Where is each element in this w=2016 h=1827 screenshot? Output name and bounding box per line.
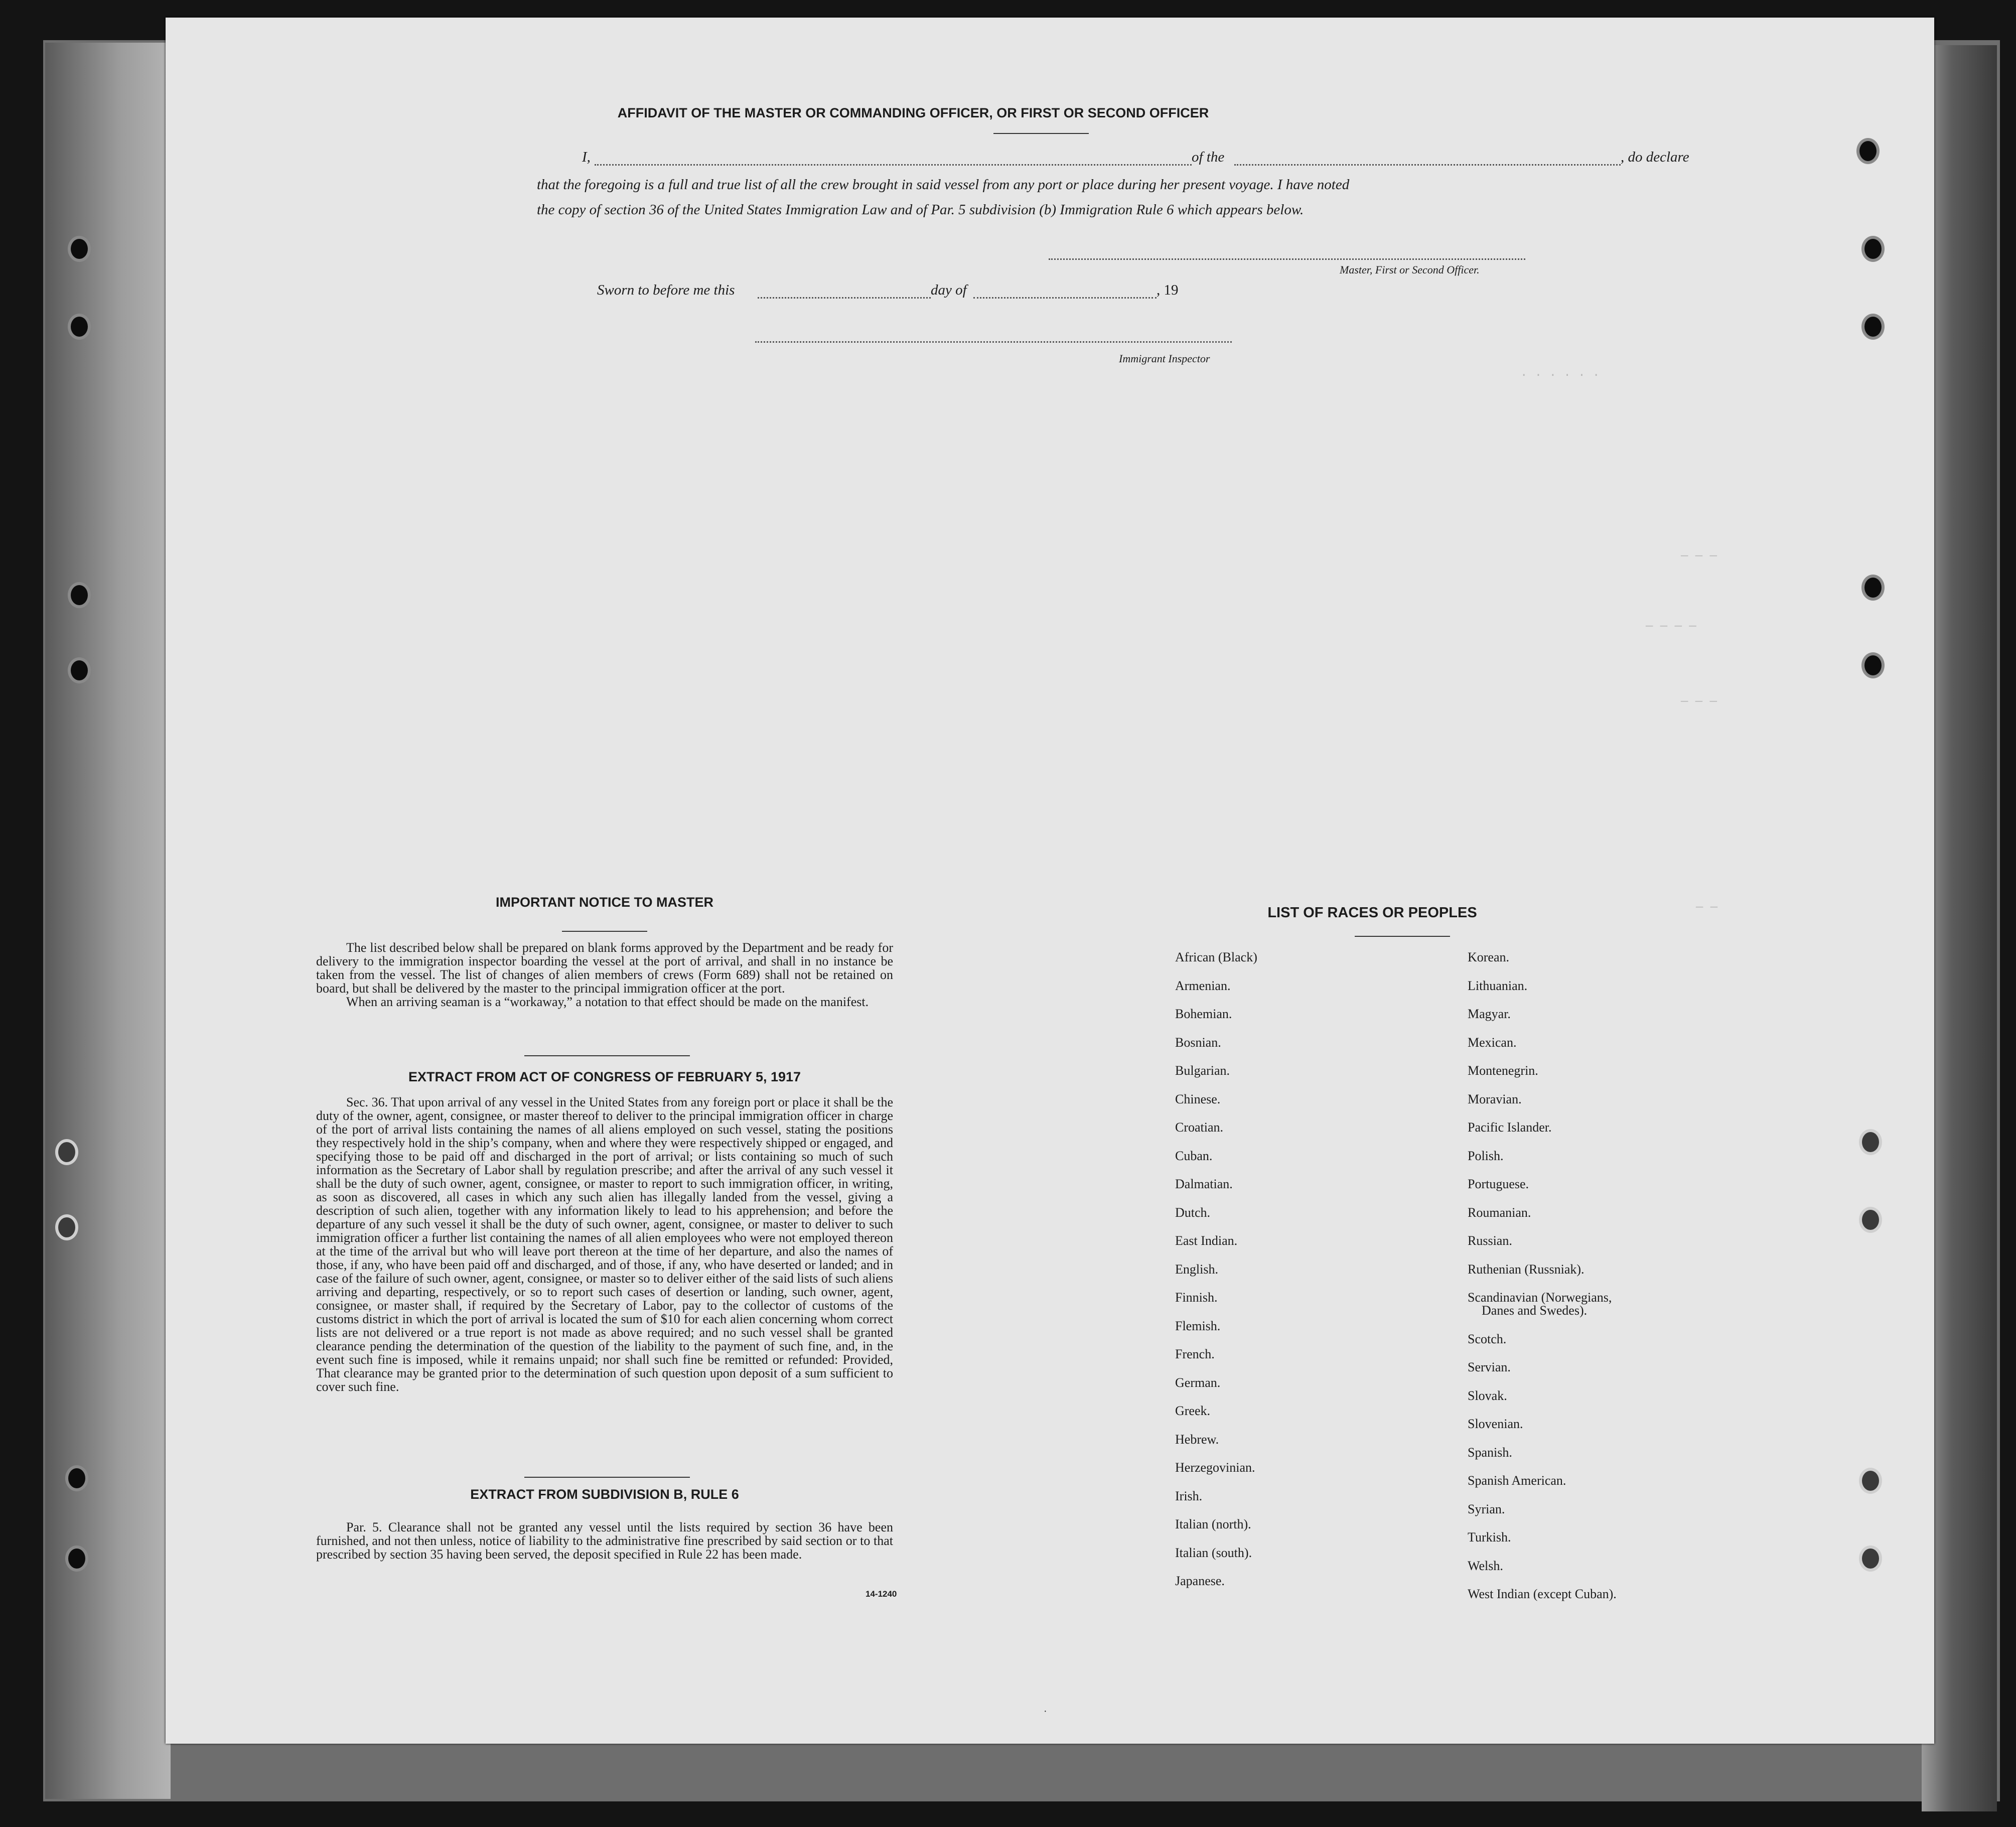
notice-title: IMPORTANT NOTICE TO MASTER — [496, 895, 713, 910]
race-entry: Pacific Islander. — [1468, 1120, 1552, 1135]
race-entry: Herzegovinian. — [1175, 1460, 1255, 1475]
binder-hole — [1859, 1207, 1882, 1233]
inspector-caption: Immigrant Inspector — [1119, 352, 1210, 365]
affidavit-line1-start: I, — [582, 149, 591, 165]
manifest-page: · · · · · · — — — — — — — — — — — — AFFIDAVIT OF THE MASTER OR COMMANDING OFFICER, OR FIRST OR SECOND OFFICER I, of the , do declare that the foregoing is a full and true list of all the crew brought in said vessel from any port or place during her present voyage. I have noted the copy of section 36 of the United States Immigration Law and of Par. 5 subdivision (b) Immigration Rule 6 which appears below. Master, First or Second Officer. Sworn to before me this day of , 19 Immigrant Inspector IMPORTANT NOTICE TO MASTER The list described below shall be prepared on blank forms approved by the Department and be ready for delivery to the immigration inspector boarding the vessel at the port of arrival, and shall in no instance be taken from the vessel. The list of changes of alien members of crews (Form 689) shall not be retained on board, but shall be delivered by the master to the principal immigration officer at the port. When an arriving seaman is a “workaway,” a notation to that effect should be made on the manifest. EXTRACT FROM ACT OF CONGRESS OF FEBRUARY 5, 1917 Sec. 36. That upon arrival of any vessel in the United States from any foreign port or place it shall be the duty of the owner, agent, consignee, or master thereof to deliver to the principal immigration officer in charge of the port of arrival lists containing the names of all aliens employed on such vessel, stating the positions they respectively hold in the ship’s company, when and where they were respectively shipped or engaged, and specifying those to be paid off and discharged in the port of arrival; or lists containing so much of such information as the Secretary of Labor shall by regulation prescribe; and after the arrival of any such vessel it shall be the duty of such owner, agent, consignee, or master to report to such immigration officer, in writing, as soon as discovered, all cases in which any such alien has illegally landed from the vessel, giving a description of such alien, together with any information likely to lead to his apprehension; and before the departure of any such vessel it shall be the duty of such owner, agent, consignee, or master to deliver to such immigration officer a further list containing the names of all alien employees who were not employed thereon at the time of the arrival but who will leave port thereon at the time of her departure, and also the names of those, if any, who have been paid off and discharged, and of those, if any, who have deserted or landed; and in case of the failure of such owner, agent, consignee, or master so to deliver either of the said lists of such aliens arriving and departing, respectively, or so to report such cases of desertion or landing, such owner, agent, consignee, or master shall, if required by the Secretary of Labor, pay to the collector of customs of the customs district in which the port of arrival is located the sum of $10 for each alien concerning whom correct lists are not delivered or a true report is not made as above required; and no such vessel shall be granted clearance pending the determination of the question of the liability to the payment of such fine, and, in the event such fine is imposed, while it remains unpaid; nor shall such fine be remitted or refunded: Provided, That clearance may be granted prior to the determination of such question upon deposit of a sum sufficient to cover such fine. EXTRACT FROM SUBDIVISION B, RULE 6 Par. 5. Clearance shall not be granted any vessel until the lists required by section 36 have been furnished, and not then unless, notice of liability to the administrative fine prescribed by said section or to that prescribed by section 35 having been served, the deposit specified in Rule 22 has been made. 14-1240 LIST OF RACES OR PEOPLES African (Black) Armenian. Bohemian. Bosnian. Bulgarian. Chinese. Croatian. Cuban. Dalmatian. Dutch. East Indian. English. Finnish. Flemish. French. German. Greek. Hebrew. Herzegovinian. Irish. Italian (north). Italian (south). Japanese. Korean. Lithuanian. Magyar. Mexican. Montenegrin. Moravian. Pacific Islander. Polish. Portuguese. Roumanian. Russian. Ruthenian (Russniak). Scandinavian (Norwegians, Danes and Swedes). Scotch. Servian. Slovak. Slovenian. Spanish. Spanish American. Syrian. Turkish. Welsh. West Indian (except Cuban). · — [166, 18, 1934, 1744]
race-entry: Dutch. — [1175, 1205, 1211, 1220]
sworn-day-blank[interactable] — [758, 297, 931, 299]
act-title: EXTRACT FROM ACT OF CONGRESS OF FEBRUARY 5, 1917 — [408, 1069, 801, 1084]
race-entry: Hebrew. — [1175, 1432, 1219, 1447]
binder-hole — [1859, 1129, 1882, 1155]
race-entry: Scandinavian (Norwegians, — [1468, 1290, 1612, 1305]
race-entry: West Indian (except Cuban). — [1468, 1587, 1617, 1601]
race-entry: Bulgarian. — [1175, 1063, 1230, 1078]
race-entry: Magyar. — [1468, 1007, 1511, 1021]
race-entry: Spanish American. — [1468, 1473, 1566, 1488]
race-entry: Polish. — [1468, 1148, 1504, 1163]
race-entry: Scotch. — [1468, 1331, 1507, 1346]
binder-hole — [1861, 652, 1885, 678]
race-entry: Korean. — [1468, 950, 1510, 964]
races-title: LIST OF RACES OR PEOPLES — [1267, 905, 1477, 921]
race-entry: German. — [1175, 1375, 1221, 1390]
affidavit-title: AFFIDAVIT OF THE MASTER OR COMMANDING OFFICER, OR FIRST OR SECOND OFFICER — [617, 105, 1209, 120]
divider — [524, 1055, 690, 1056]
binder-hole — [68, 657, 91, 683]
affidavit-line1-end: , do declare — [1621, 149, 1689, 165]
race-entry: Mexican. — [1468, 1035, 1517, 1050]
binder-hole — [1859, 1468, 1882, 1494]
binder-hole — [1861, 575, 1885, 601]
race-entry: Bosnian. — [1175, 1035, 1221, 1050]
rule-body — [316, 1520, 893, 1561]
affidavit-line1-mid: of the — [1192, 149, 1225, 165]
race-entry: Italian (south). — [1175, 1545, 1252, 1560]
race-entry: Russian. — [1468, 1233, 1512, 1248]
race-entry: Syrian. — [1468, 1501, 1505, 1516]
race-entry: Spanish. — [1468, 1445, 1512, 1460]
binder-hole — [68, 236, 91, 262]
form-number: 14-1240 — [866, 1589, 897, 1599]
rule-title: EXTRACT FROM SUBDIVISION B, RULE 6 — [470, 1487, 739, 1502]
race-entry: French. — [1175, 1347, 1215, 1361]
race-entry: Japanese. — [1175, 1574, 1225, 1588]
vessel-blank[interactable] — [1234, 164, 1621, 166]
race-entry: Portuguese. — [1468, 1177, 1529, 1191]
notice-body — [316, 941, 893, 1009]
binder-hole — [1859, 1545, 1882, 1572]
sworn-start: Sworn to before me this — [597, 282, 735, 298]
binder-hole — [65, 1545, 88, 1572]
divider — [1355, 936, 1450, 937]
left-page-edge — [45, 43, 171, 1799]
race-entry: English. — [1175, 1261, 1218, 1277]
notice-paragraph: The list described below shall be prepared on blank forms approved by the Department and be ready for delivery to the immigration inspector boarding the vessel at the port of arrival, and shall in no instance be taken from the vessel. The list of changes of alien members of crews (Form 689) shall not be retained on board, but shall be delivered by the master to the principal immigration officer at the port. — [316, 940, 893, 996]
race-entry: Flemish. — [1175, 1318, 1221, 1333]
binder-hole — [68, 582, 91, 608]
notice-paragraph: When an arriving seaman is a “workaway,” a notation to that effect should be made on the manifest. — [346, 995, 869, 1009]
race-entry: Greek. — [1175, 1403, 1211, 1418]
binder-hole — [55, 1214, 78, 1240]
page-dot: · — [1044, 1706, 1047, 1717]
race-entry: Slovenian. — [1468, 1417, 1523, 1431]
race-entry: Montenegrin. — [1468, 1063, 1538, 1078]
name-blank[interactable] — [595, 164, 1192, 166]
binder-hole — [1856, 138, 1880, 164]
race-entry: African (Black) — [1175, 950, 1257, 964]
affidavit-line3: the copy of section 36 of the United States Immigration Law and of Par. 5 subdivision (b) Immigration Rule 6 which appears below. — [537, 202, 1304, 218]
act-body — [316, 1095, 893, 1393]
binder-hole — [55, 1139, 78, 1165]
rule-text: Par. 5. Clearance shall not be granted any vessel until the lists required by section 36 have been furnished, and not then unless, notice of liability to the administrative fine prescribed by said section or to that prescribed by section 35 having been served, the deposit specified in Rule 22 has been made. — [316, 1520, 893, 1562]
divider — [524, 1477, 690, 1478]
binder-hole — [1861, 314, 1885, 340]
race-entry: Roumanian. — [1468, 1205, 1531, 1220]
race-entry: Lithuanian. — [1468, 978, 1528, 993]
race-entry: Moravian. — [1468, 1091, 1522, 1106]
race-entry: Croatian. — [1175, 1120, 1224, 1135]
affidavit-line2: that the foregoing is a full and true list of all the crew brought in said vessel from any port or place during her present voyage. I have noted — [537, 177, 1350, 193]
race-entry: Cuban. — [1175, 1148, 1213, 1163]
race-entry: Welsh. — [1468, 1558, 1503, 1573]
race-entry: Irish. — [1175, 1488, 1203, 1503]
race-entry: Turkish. — [1468, 1530, 1511, 1544]
binder-hole — [68, 314, 91, 340]
race-entry: Finnish. — [1175, 1290, 1218, 1305]
race-entry: East Indian. — [1175, 1233, 1238, 1248]
sworn-end: , 19 — [1157, 282, 1179, 298]
race-entry: Italian (north). — [1175, 1517, 1251, 1531]
race-entry: Bohemian. — [1175, 1007, 1232, 1021]
binder-hole — [65, 1465, 88, 1491]
sworn-mid: day of — [931, 282, 967, 298]
race-entry: Slovak. — [1468, 1388, 1507, 1403]
race-entry: Armenian. — [1175, 978, 1231, 993]
race-entry: Chinese. — [1175, 1091, 1221, 1106]
inspector-signature-blank[interactable] — [755, 341, 1232, 343]
race-entry: Ruthenian (Russniak). — [1468, 1261, 1585, 1277]
race-entry: Servian. — [1468, 1360, 1511, 1374]
master-signature-blank[interactable] — [1049, 258, 1525, 260]
master-signature-caption: Master, First or Second Officer. — [1340, 263, 1480, 276]
divider — [562, 931, 647, 932]
race-entry: Danes and Swedes). — [1482, 1303, 1588, 1318]
divider — [993, 133, 1089, 134]
act-text: Sec. 36. That upon arrival of any vessel in the United States from any foreign port or place it shall be the duty of the owner, agent, consignee, or master thereof to deliver to the principal immigration officer in charge of the port of arrival lists containing the names of all aliens employed on such vessel, stating the positions they respectively hold in the ship’s company, when and where they were respectively shipped or engaged, and specifying those to be paid off and discharged in the port of arrival; or lists containing so much of such information as the Secretary of Labor shall by regulation prescribe; and after the arrival of any such vessel it shall be the duty of such owner, agent, consignee, or master to report to such immigration officer, in writing, as soon as discovered, all cases in which any such alien has illegally landed from the vessel, giving a description of such alien, together with any information likely to lead to his apprehension; and before the departure of any such vessel it shall be the duty of such owner, agent, consignee, or master to deliver to such immigration officer a further list containing the names of all alien employees who were not employed thereon at the time of the arrival but who will leave port thereon at the time of her departure, and also the names of those, if any, who have been paid off and discharged, and of those, if any, who have deserted or landed; and in case of the failure of such owner, agent, consignee, or master so to deliver either of the said lists of such aliens arriving and departing, respectively, or so to report such cases of desertion or landing, such owner, agent, consignee, or master shall, if required by the Secretary of Labor, pay to the collector of customs of the customs district in which the port of arrival is located the sum of $10 for each alien concerning whom correct lists are not delivered or a true report is not made as above required; and no such vessel shall be granted clearance pending the determination of the question of the liability to the payment of such fine, and, in the event such fine is imposed, while it remains unpaid; nor shall such fine be remitted or refunded: Provided, That clearance may be granted prior to the determination of such question upon deposit of a sum sufficient to cover such fine. — [316, 1095, 893, 1394]
binder-hole — [1861, 236, 1885, 262]
sworn-month-blank[interactable] — [973, 297, 1157, 299]
race-entry: Dalmatian. — [1175, 1177, 1233, 1191]
